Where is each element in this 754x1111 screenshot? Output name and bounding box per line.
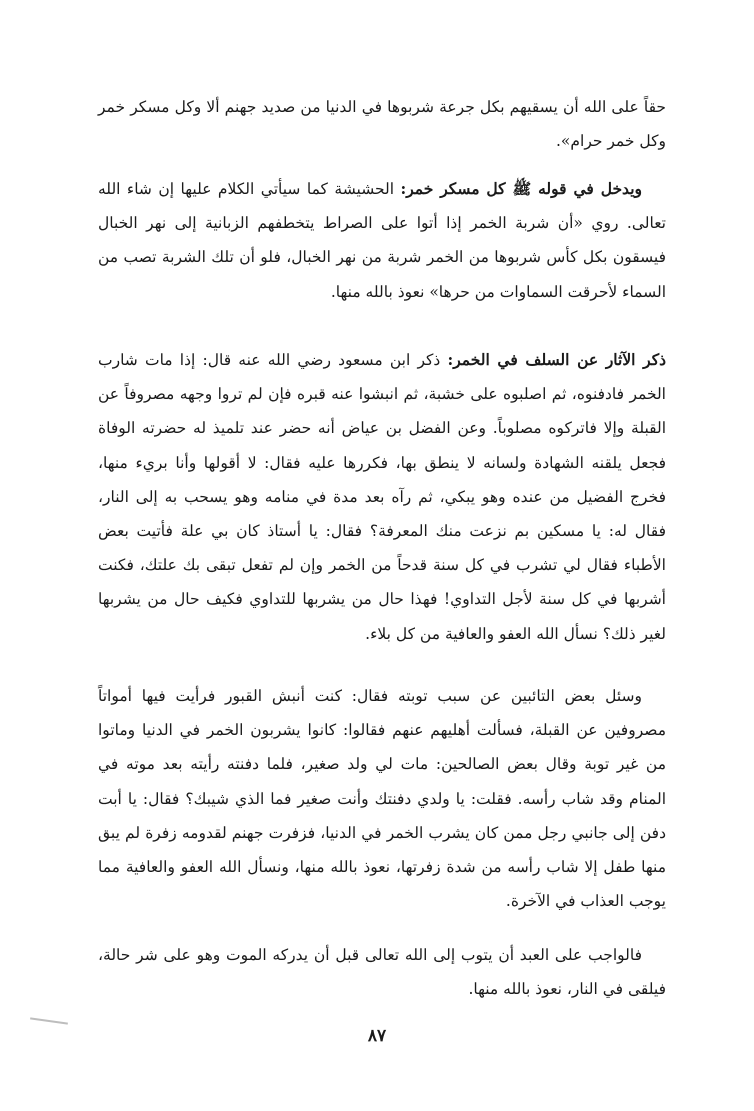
section-heading: ذكر الآثار عن السلف في الخمر: xyxy=(447,350,666,369)
paragraph-5 xyxy=(98,938,666,1006)
paragraph-2-text xyxy=(98,172,666,309)
paragraph-2-lead: ويدخل في قوله ﷺ كل مسكر خمر: xyxy=(400,179,642,198)
paragraph-2 xyxy=(98,172,666,309)
paragraph-1-text: حقاً على الله أن يسقيهم بكل جرعة شربوها في الدنيا من صديد جهنم ألا وكل مسكر خمر وكل خمر حرام». xyxy=(98,98,666,151)
paragraph-5-text: فالواجب على العبد أن يتوب إلى الله تعالى قبل أن يدركه الموت وهو على شر حالة، فيلقى في النار، نعوذ بالله منها. xyxy=(98,946,666,999)
section-athar-text xyxy=(98,343,666,651)
paragraph-2-body: الحشيشة كما سيأتي الكلام عليها إن شاء الله تعالى. روي «أن شربة الخمر إذا أتوا على الصراط يتخطفهم الزبانية إلى نهر الخبال فيسقون بكل كأس شربوها من الخمر شربة من نهر الخبال، فلو أن تلك الشربة تصب من السماء لأحرقت السماوات من حرها» نعوذ بالله منها. xyxy=(98,180,666,301)
page-number: ٨٧ xyxy=(367,1026,387,1046)
paragraph-1 xyxy=(98,90,666,158)
scan-mark xyxy=(30,1017,68,1024)
section-athar-body: ذكر ابن مسعود رضي الله عنه قال: إذا مات شارب الخمر فادفنوه، ثم اصلبوه على خشبة، ثم انبشوا عنه قبره فإن لم تروا وجهه مصروفاً عن القبلة وإلا فاتركوه مصلوباً. وعن الفضل بن عياض أنه حضر عند تلميذ له حضرته الوفاة فجعل يلقنه الشهادة ولسانه لا ينطق بها، فكررها عليه فقال: لا أقولها وأنا بريء منها، فخرج الفضيل من عنده وهو يبكي، ثم رآه بعد مدة في منامه وهو يسحب به إلى النار، فقال له: يا مسكين بم نزعت منك المعرفة؟ فقال: يا أستاذ كان بي علة فأتيت بعض الأطباء فقال لي تشرب في كل سنة قدحاً من الخمر وإن لم تفعل تبقى بك علتك، فكنت أشربها في كل سنة لأجل التداوي! فهذا حال من يشربها للتداوي فكيف حال من يشربها لغير ذلك؟ نسأل الله العفو والعافية من كل بلاء. xyxy=(98,351,666,643)
paragraph-4-text: وسئل بعض التائبين عن سبب توبته فقال: كنت أنبش القبور فرأيت فيها أمواتاً مصروفين عن القبلة، فسألت أهليهم عنهم فقالوا: كانوا يشربون الخمر في الدنيا وماتوا من غير توبة وقال بعض الصالحين: مات لي ولد صغير، فلما دفنته رأيته بعد موته في المنام وقد شاب رأسه. فقلت: يا ولدي دفنتك وأنت صغير فما الذي شيبك؟ فقال: يا أبت دفن إلى جانبي رجل ممن كان يشرب الخمر في الدنيا، فزفرت جهنم لقدومه زفرة لم يبق منها طفل إلا شاب رأسه من شدة زفرتها، نعوذ بالله منها، ونسأل الله العفو والعافية مما يوجب العذاب في الآخرة. xyxy=(98,687,666,911)
section-athar xyxy=(98,343,666,651)
paragraph-4 xyxy=(98,679,666,918)
